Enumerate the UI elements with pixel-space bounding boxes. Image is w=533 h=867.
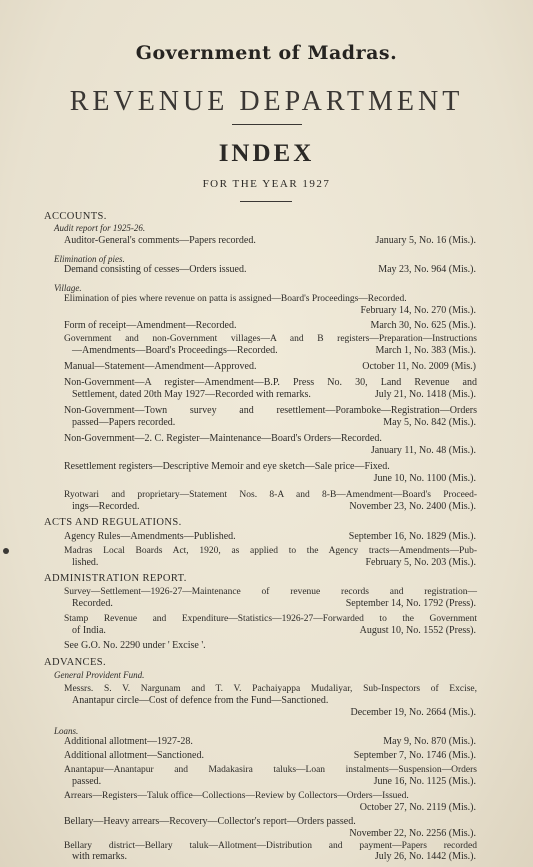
entry-text: —Amendments—Board's Proceedings—Recorded. — [72, 345, 278, 356]
entry-text: Resettlement registers—Descriptive Memoir and eye sketch—Sale price—Fixed. — [64, 461, 390, 472]
entry-text: Non-Government—2. C. Register—Maintenance—Board's Orders—Recorded. — [64, 433, 382, 444]
entry-reference: March 1, No. 383 (Mis.). — [375, 345, 476, 356]
entry-text: passed—Papers recorded. — [72, 417, 176, 428]
entry-reference: February 5, No. 203 (Mis.). — [365, 557, 476, 568]
subheading: Village. — [54, 283, 82, 293]
entry-reference: October 27, No. 2119 (Mis.). — [359, 802, 476, 813]
government-title: Government of Madras. — [135, 42, 398, 64]
section-heading: ACCOUNTS. — [44, 211, 107, 222]
entry-text: Madras Local Boards Act, 1920, as applied to the Agency tracts—Amendments—Pub- — [64, 546, 477, 556]
entry-text: Settlement, dated 20th May 1927—Recorded with remarks. — [72, 389, 311, 400]
entry-reference: July 26, No. 1442 (Mis.). — [374, 851, 476, 862]
entry-text: Anantapur—Anantapur and Madakasira taluks—Loan instalments—Suspension—Orders — [64, 765, 477, 775]
entry-reference: November 22, No. 2256 (Mis.). — [349, 828, 476, 839]
entry-reference: January 11, No. 48 (Mis.). — [370, 445, 476, 456]
entry-text: Agency Rules—Amendments—Published. — [64, 531, 236, 542]
entry-text: See G.O. No. 2290 under ' Excise '. — [64, 640, 206, 651]
subheading: Audit report for 1925-26. — [54, 223, 146, 233]
entry-text: Arrears—Registers—Taluk office—Collections—Review by Collectors—Orders—Issued. — [64, 791, 409, 801]
entry-reference: May 23, No. 964 (Mis.). — [378, 264, 476, 275]
entry-text: Non-Government—A register—Amendment—B.P. Press No. 30, Land Revenue and — [64, 377, 477, 388]
entry-reference: June 16, No. 1125 (Mis.). — [373, 776, 476, 787]
entry-text: Government and non-Government villages—A and B registers—Preparation—Instructions — [64, 334, 477, 344]
section-heading: ADMINISTRATION REPORT. — [44, 573, 187, 584]
entry-reference: August 10, No. 1552 (Press). — [359, 625, 476, 636]
entry-text: Bellary district—Bellary taluk—Allotment—Distribution and payment—Papers recorded — [64, 841, 477, 851]
entry-reference: December 19, No. 2664 (Mis.). — [350, 707, 476, 718]
entry-reference: June 10, No. 1100 (Mis.). — [373, 473, 476, 484]
entry-reference: January 5, No. 16 (Mis.). — [375, 235, 476, 246]
section-heading: ADVANCES. — [44, 657, 107, 668]
department-title: REVENUE DEPARTMENT — [69, 86, 464, 117]
entry-text: Demand consisting of cesses—Orders issued. — [64, 264, 247, 275]
entry-reference: September 7, No. 1746 (Mis.). — [353, 750, 476, 761]
entry-text: of India. — [72, 625, 106, 636]
entry-text: Elimination of pies where revenue on patta is assigned—Board's Proceedings—Recorded. — [64, 294, 407, 304]
entry-text: Survey—Settlement—1926-27—Maintenance of revenue records and registration— — [64, 587, 477, 597]
index-title: INDEX — [218, 140, 315, 167]
entry-reference: September 16, No. 1829 (Mis.). — [348, 531, 476, 542]
entry-text: Manual—Statement—Amendment—Approved. — [64, 361, 257, 372]
ink-spot — [3, 548, 9, 554]
entry-text: Additional allotment—Sanctioned. — [64, 750, 204, 761]
entry-text: Additional allotment—1927-28. — [64, 736, 193, 747]
entry-text: Recorded. — [72, 598, 113, 609]
entry-reference: March 30, No. 625 (Mis.). — [370, 320, 476, 331]
entry-reference: May 5, No. 842 (Mis.). — [383, 417, 476, 428]
entry-text: with remarks. — [72, 851, 127, 862]
subheading: General Provident Fund. — [54, 670, 145, 680]
subheading: Elimination of pies. — [54, 254, 125, 264]
entry-text: Auditor-General's comments—Papers recorded. — [64, 235, 256, 246]
entry-reference: November 23, No. 2400 (Mis.). — [349, 501, 476, 512]
subheading: Loans. — [54, 726, 79, 736]
entry-reference: October 11, No. 2009 (Mis.) — [362, 361, 476, 372]
divider — [232, 124, 302, 125]
divider — [240, 201, 292, 202]
entry-text: Ryotwari and proprietary—Statement Nos. 8-A and 8-B—Amendment—Board's Proceed- — [64, 490, 477, 500]
entry-text: Bellary—Heavy arrears—Recovery—Collector's report—Orders passed. — [64, 816, 356, 827]
entry-reference: May 9, No. 870 (Mis.). — [383, 736, 476, 747]
year-subtitle: FOR THE YEAR 1927 — [202, 178, 331, 190]
entry-text: Form of receipt—Amendment—Recorded. — [64, 320, 237, 331]
entry-text: Messrs. S. V. Nargunam and T. V. Pachaiyappa Mudaliyar, Sub-Inspectors of Excise, — [64, 684, 477, 694]
entry-reference: February 14, No. 270 (Mis.). — [360, 305, 476, 316]
entry-text: passed. — [72, 776, 102, 787]
entry-text: Stamp Revenue and Expenditure—Statistics—1926-27—Forwarded to the Government — [64, 614, 477, 624]
entry-text: ings—Recorded. — [72, 501, 140, 512]
section-heading: ACTS AND REGULATIONS. — [44, 517, 182, 528]
entry-text: lished. — [72, 557, 99, 568]
entry-reference: July 21, No. 1418 (Mis.). — [374, 389, 476, 400]
entry-text: Anantapur circle—Cost of defence from the Fund—Sanctioned. — [72, 695, 329, 706]
entry-reference: September 14, No. 1792 (Press). — [345, 598, 476, 609]
entry-text: Non-Government—Town survey and resettlement—Poramboke—Registration—Orders — [64, 405, 477, 416]
